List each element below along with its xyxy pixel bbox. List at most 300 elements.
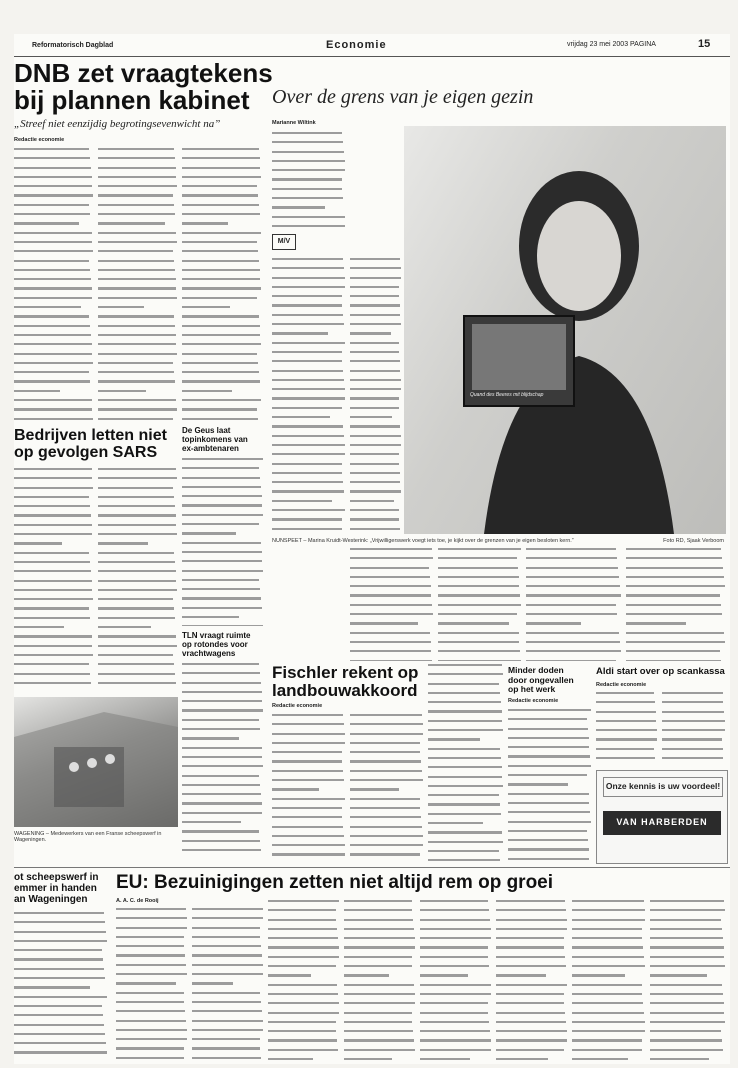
text-line [14,1024,108,1031]
bottom-headline: EU: Bezuinigingen zetten niet altijd rem op groei [116,872,554,893]
text-line [182,467,264,474]
text-line [98,477,178,484]
text-line [350,733,424,740]
text-line [14,496,94,503]
issue-date: vrijdag 23 mei 2003 PAGINA [567,41,656,48]
text-line [350,585,434,592]
text-line [272,463,346,470]
text-line [508,802,592,809]
text-line [182,408,262,415]
text-line [420,900,492,907]
text-line [14,626,94,633]
article7-text-col2 [662,690,726,765]
text-line [350,463,402,470]
text-line [182,672,264,679]
text-line [98,496,178,503]
text-line [496,1002,568,1009]
text-line [496,956,568,963]
text-line [650,1030,726,1037]
article7-text-col1 [596,690,658,765]
text-line [268,1021,340,1028]
text-line [116,1047,188,1054]
text-line [268,1058,340,1061]
text-line [350,528,402,535]
text-line [526,641,622,648]
text-line [572,928,646,935]
text-line [98,673,178,680]
text-line [272,332,346,339]
text-line [272,342,346,349]
text-line [182,607,264,614]
text-line [344,1039,416,1046]
text-line [350,779,424,786]
text-line [182,765,264,772]
text-line [192,964,264,971]
text-line [428,673,504,680]
text-line [420,1021,492,1028]
text-line [98,682,178,689]
text-line [98,362,178,369]
text-line [496,1012,568,1019]
side-headline-line3: an Wageningen [14,894,88,905]
text-line [98,269,178,276]
text-line [662,748,726,755]
text-line [182,306,262,313]
text-line [182,486,264,493]
text-line [182,458,264,465]
text-line [182,334,262,341]
text-line [182,737,264,744]
text-line [572,1021,646,1028]
text-line [192,954,264,961]
text-line [344,937,416,944]
text-line [182,222,262,229]
text-line [98,176,178,183]
text-line [272,258,346,265]
text-line [182,551,264,558]
text-line [182,793,264,800]
bottom-text-col2 [192,906,264,1061]
text-line [572,1049,646,1056]
text-line [428,738,504,745]
text-line [268,1002,340,1009]
text-line [596,692,658,699]
text-line [192,1038,264,1045]
text-line [508,858,592,862]
text-line [428,776,504,783]
text-line [650,993,726,1000]
text-line [14,157,94,164]
text-line [428,664,504,671]
text-line [350,323,402,330]
text-line [182,597,264,604]
text-line [650,1012,726,1019]
shipyard-photo-image [14,697,178,827]
text-line [428,841,504,848]
text-line [182,588,264,595]
text-line [350,853,424,860]
text-line [14,949,108,956]
side-article-text [14,910,108,1060]
text-line [272,760,346,767]
text-line [650,919,726,926]
text-line [508,737,592,744]
text-line [438,585,522,592]
text-line [572,984,646,991]
text-line [14,297,94,304]
text-line [98,468,178,475]
text-line [438,622,522,629]
bottom-text-col1 [116,906,188,1061]
text-line [182,691,264,698]
text-line [350,342,402,349]
text-line [428,850,504,857]
text-line [182,495,264,502]
text-line [508,709,592,716]
text-line [344,928,416,935]
text-line [438,632,522,639]
text-line [526,594,622,601]
text-line [14,408,94,415]
text-line [344,1030,416,1037]
article1-deck: „Streef niet eenzijdig begrotingsevenwicht na” [14,118,221,130]
text-line [496,909,568,916]
text-line [572,946,646,953]
article2-text-col1 [14,466,94,691]
text-line [526,660,622,661]
text-line [14,589,94,596]
text-line [182,297,262,304]
text-line [14,477,94,484]
text-line [14,353,94,360]
text-line [420,974,492,981]
text-line [98,408,178,415]
text-line [182,616,264,623]
text-line [438,576,522,583]
text-line [268,1049,340,1056]
text-line [268,937,340,944]
article5-text-col1 [272,712,346,862]
article4-text [182,661,264,851]
text-line [420,928,492,935]
text-line [182,185,262,192]
text-line [496,965,568,972]
text-line [192,1029,264,1036]
feature-caption: NUNSPEET – Marina Kruidt-Westerink: „Vrijwilligerswerk voegt iets toe, je kijkt over de grenzen van je eigen besloten kern.” [272,538,574,544]
feature-text-col3 [350,546,434,661]
text-line [14,325,94,332]
text-line [14,287,94,294]
text-line [428,766,504,773]
article5-text-col3 [428,662,504,862]
text-line [650,937,726,944]
feature-text-col6 [626,546,726,661]
text-line [420,937,492,944]
page-number: 15 [698,38,711,50]
text-line [272,267,346,274]
text-line [192,1047,264,1054]
text-line [182,148,262,155]
text-line [626,632,726,639]
text-line [350,490,402,497]
text-line [344,965,416,972]
bottom-text-col8 [650,898,726,1061]
text-line [272,500,346,507]
text-line [14,580,94,587]
text-line [650,946,726,953]
text-line [98,617,178,624]
text-line [272,188,346,195]
text-line [182,840,264,847]
text-line [14,278,94,285]
text-line [272,277,346,284]
text-line [98,580,178,587]
text-line [496,974,568,981]
text-line [98,645,178,652]
text-line [350,286,402,293]
text-line [14,232,94,239]
text-line [116,927,188,934]
feature-text-col1 [272,256,346,536]
text-line [350,435,402,442]
bottom-byline: A. A. C. de Rooij [116,898,159,904]
shipyard-photo [14,697,178,827]
text-line [596,748,658,755]
text-line [272,314,346,321]
side-headline-line1: ot scheepswerf in [14,872,99,883]
text-line [268,928,340,935]
text-line [344,984,416,991]
text-line [98,570,178,577]
text-line [14,505,94,512]
text-line [572,1030,646,1037]
text-line [182,802,264,809]
text-line [428,720,504,727]
text-line [438,604,522,611]
article3-headline-line2: topinkomens van [182,435,248,444]
text-line [98,514,178,521]
text-line [14,996,108,1003]
text-line [272,407,346,414]
text-line [192,982,264,989]
side-headline [14,872,112,905]
text-line [268,1030,340,1037]
text-line [98,418,178,425]
text-line [272,788,346,795]
text-line [182,579,264,586]
text-line [272,518,346,525]
text-line [14,390,94,397]
text-line [268,946,340,953]
text-line [626,613,726,620]
bottom-text-col5 [420,898,492,1061]
text-line [116,1020,188,1027]
article5-byline: Redactie economie [272,703,323,709]
text-line [428,831,504,838]
text-line [350,632,434,639]
text-line [98,260,178,267]
article4-headline [182,631,264,658]
text-line [182,532,264,539]
side-headline-line2: emmer in handen [14,883,97,894]
text-line [98,204,178,211]
text-line [272,151,346,158]
text-line [182,728,264,735]
feature-photo [404,126,726,534]
text-line [344,900,416,907]
text-line [182,830,264,837]
text-line [182,747,264,754]
text-line [98,232,178,239]
text-line [650,900,726,907]
text-line [14,487,94,494]
text-line [662,692,726,699]
text-line [182,514,264,521]
text-line [14,1033,108,1040]
text-line [98,250,178,257]
text-line [14,222,94,229]
text-line [662,720,726,727]
ad-slogan-box [603,777,723,797]
text-line [428,748,504,755]
text-line [526,576,622,583]
text-line [14,1051,108,1058]
text-line [98,561,178,568]
text-line [596,738,658,745]
article6-headline-line2: door ongevallen [508,674,574,685]
text-line [508,728,592,735]
text-line [438,557,522,564]
text-line [116,954,188,961]
text-line [14,977,108,984]
text-line [662,757,726,764]
text-line [116,1038,188,1045]
text-line [268,919,340,926]
article4-headline-line1: TLN vraagt ruimte [182,631,251,640]
text-line [350,567,434,574]
text-line [626,604,726,611]
text-line [116,908,188,915]
text-line [98,213,178,220]
text-line [508,811,592,818]
text-line [350,481,402,488]
text-line [350,844,424,851]
text-line [182,269,262,276]
text-line [350,444,402,451]
text-line [526,548,622,555]
ad-logo-bar [603,811,721,835]
mv-logo: M/V [272,234,296,250]
text-line [420,956,492,963]
text-line [626,641,726,648]
text-line [272,178,346,185]
text-line [438,613,522,620]
text-line [192,992,264,999]
text-line [428,794,504,801]
text-line [350,576,434,583]
text-line [344,1021,416,1028]
text-line [508,783,592,790]
text-line [192,973,264,980]
text-line [272,723,346,730]
text-line [98,663,178,670]
text-line [350,314,402,321]
text-line [14,931,108,938]
article7-headline: Aldi start over op scankassa [596,666,725,677]
text-line [98,194,178,201]
article5-headline [272,664,442,700]
feature-text-col4 [438,546,522,661]
article2-text-col2 [98,466,178,691]
text-line [14,167,94,174]
text-line [350,388,402,395]
text-line [182,756,264,763]
text-line [350,826,424,833]
text-line [272,370,346,377]
text-line [650,1002,726,1009]
text-line [14,524,94,531]
text-line [438,548,522,555]
text-line [268,984,340,991]
text-line [98,278,178,285]
text-line [14,343,94,350]
text-line [14,654,94,661]
article6-headline-line1: Minder doden [508,665,564,675]
text-line [182,232,262,239]
text-line [14,148,94,155]
text-line [350,472,402,479]
text-line [98,380,178,387]
text-line [116,973,188,980]
text-line [428,757,504,764]
text-line [14,315,94,322]
text-line [268,965,340,972]
text-line [98,325,178,332]
text-line [272,770,346,777]
text-line [98,399,178,406]
article1-text-col2 [98,146,178,426]
text-line [572,1058,646,1061]
text-line [14,204,94,211]
text-line [272,528,346,535]
text-line [508,774,592,781]
article6-headline-line3: op het werk [508,684,556,694]
text-line [650,1058,726,1061]
text-line [596,711,658,718]
text-line [98,343,178,350]
text-line [98,297,178,304]
text-line [272,206,346,213]
text-line [428,859,504,862]
text-line [268,1039,340,1046]
text-line [98,315,178,322]
text-line [438,567,522,574]
text-line [344,1058,416,1061]
text-line [14,635,94,642]
feature-headline: Over de grens van je eigen gezin [272,86,534,108]
text-line [350,425,402,432]
article4-headline-line3: vrachtwagens [182,649,236,658]
text-line [496,984,568,991]
text-line [14,598,94,605]
text-line [572,974,646,981]
text-line [272,807,346,814]
text-line [526,585,622,592]
article1-headline [14,60,284,114]
bottom-text-col4 [344,898,416,1061]
text-line [182,418,262,425]
portrait-image [404,126,726,534]
